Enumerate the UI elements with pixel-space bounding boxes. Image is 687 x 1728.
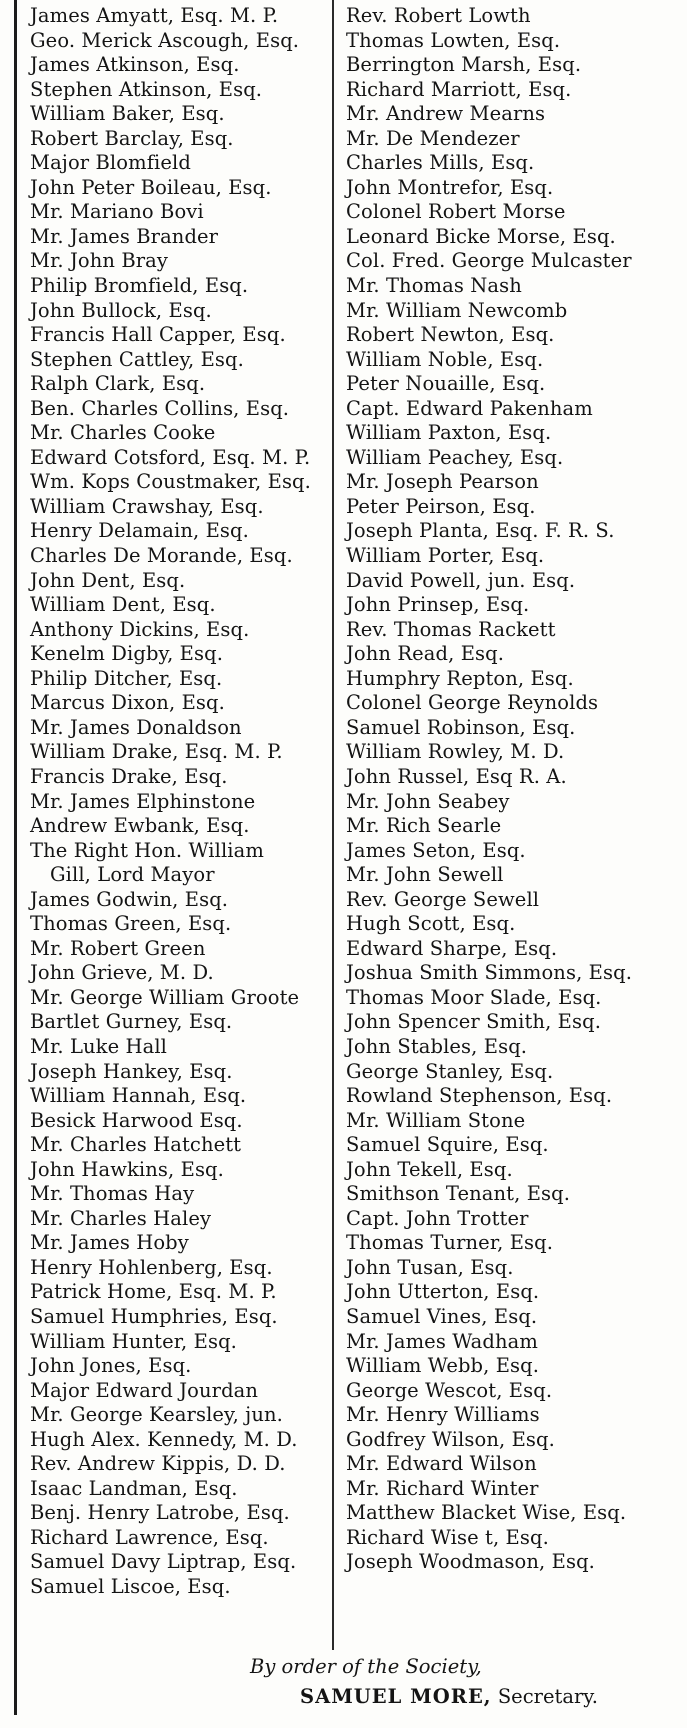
subscriber-name: Rev. Robert Lowth [346,4,531,27]
subscriber-name: Mr. Thomas Nash [346,274,522,298]
subscriber-name: John Utterton, Esq. [346,1280,540,1304]
subscriber-name: Capt. Edward Pakenham [346,396,593,420]
subscriber-name: Joseph Woodmason, Esq. [346,1550,595,1574]
subscriber-name: Andrew Ewbank, Esq. [30,814,250,838]
subscriber-name: William Hunter, Esq. [30,1329,237,1353]
subscriber-name: Philip Bromfield, Esq. [30,274,249,298]
subscriber-name: John Russel, Esq R. A. [346,764,567,788]
subscriber-name: Samuel Robinson, Esq. [346,715,576,739]
subscriber-name: Thomas Turner, Esq. [346,1231,554,1255]
subscriber-name: John Hawkins, Esq. [30,1157,224,1181]
subscriber-name: James Atkinson, Esq. [30,53,240,77]
subscriber-name: Rowland Stephenson, Esq. [346,1084,613,1108]
subscriber-name: Mr. Rich Searle [346,814,502,838]
subscriber-name: Thomas Lowten, Esq. [346,28,561,52]
subscriber-name: William Drake, Esq. M. P. [30,740,283,764]
subscriber-name: David Powell, jun. Esq. [346,568,576,592]
subscriber-name: Mr. John Sewell [346,863,504,887]
subscriber-name: Mr. James Elphinstone [30,789,256,813]
subscriber-name: William Webb, Esq. [346,1354,540,1378]
subscriber-name: Francis Drake, Esq. [30,764,228,788]
subscriber-name: William Baker, Esq. [30,102,225,126]
subscriber-name: Bartlet Gurney, Esq. [30,1010,233,1034]
subscriber-name: Anthony Dickins, Esq. [30,617,250,641]
subscriber-name: Richard Marriott, Esq. [346,77,572,101]
subscriber-name: The Right Hon. William [30,838,264,862]
subscriber-name: Hugh Scott, Esq. [346,912,516,936]
subscriber-name: Mr. Luke Hall [30,1034,168,1058]
subscriber-name: Samuel Liscoe, Esq. [30,1575,231,1598]
subscriber-name: Mr. James Hoby [30,1231,189,1255]
subscriber-name: George Wescot, Esq. [346,1378,553,1402]
subscriber-name: Mr. Henry Williams [346,1403,540,1427]
subscriber-name: John Tusan, Esq. [346,1255,514,1279]
subscriber-name: Joshua Smith Simmons, Esq. [346,961,632,985]
subscriber-name: Smithson Tenant, Esq. [346,1182,571,1206]
subscriber-name: Berrington Marsh, Esq. [346,53,582,77]
subscriber-name: Robert Barclay, Esq. [30,126,234,150]
subscriber-name: Joseph Hankey, Esq. [30,1059,233,1083]
subscriber-name: John Tekell, Esq. [346,1157,513,1181]
subscriber-name: Marcus Dixon, Esq. [30,691,225,715]
subscriber-name: Col. Fred. George Mulcaster [346,249,632,273]
subscriber-name: Mr. John Bray [30,249,169,273]
subscriber-name: George Stanley, Esq. [346,1059,554,1083]
subscriber-name: Kenelm Digby, Esq. [30,642,223,666]
subscriber-name: Richard Lawrence, Esq. [30,1525,269,1549]
subscriber-name: Charles Mills, Esq. [346,151,535,175]
subscriber-name: Gill, Lord Mayor [50,863,215,887]
subscriber-name: William Hannah, Esq. [30,1084,247,1108]
subscriber-name: Mr. John Seabey [346,789,510,813]
subscriber-name: Thomas Green, Esq. [30,912,232,936]
subscriber-name: John Spencer Smith, Esq. [346,1010,601,1034]
subscriber-name: Philip Ditcher, Esq. [30,666,223,690]
subscriber-name: John Montrefor, Esq. [346,175,554,199]
subscriber-name: Mr. James Wadham [346,1329,538,1353]
subscriber-name: Mr. Andrew Mearns [346,102,546,126]
subscriber-name: Francis Hall Capper, Esq. [30,323,286,347]
subscriber-name: Mr. Richard Winter [346,1476,539,1500]
subscriber-name: Leonard Bicke Morse, Esq. [346,224,616,248]
subscriber-name: Matthew Blacket Wise, Esq. [346,1501,627,1525]
subscriber-name: William Rowley, M. D. [346,740,565,764]
subscriber-name: Richard Wise t, Esq. [346,1525,549,1549]
subscriber-name: Godfrey Wilson, Esq. [346,1427,555,1451]
subscriber-name: Colonel Robert Morse [346,200,566,224]
subscriber-name: Mr. James Donaldson [30,715,242,739]
subscriber-name: William Paxton, Esq. [346,421,552,445]
subscriber-name: Samuel Vines, Esq. [346,1304,538,1328]
subscriber-name: Mr. James Brander [30,224,219,248]
subscriber-name: Rev. George Sewell [346,887,540,911]
subscriber-name: Mr. Mariano Bovi [30,200,204,224]
subscriber-name: Hugh Alex. Kennedy, M. D. [30,1427,298,1451]
subscriber-name: James Amyatt, Esq. M. P. [30,4,279,27]
subscriber-name: Mr. Edward Wilson [346,1452,537,1476]
subscriber-name: Henry Delamain, Esq. [30,519,249,543]
subscriber-name: Peter Peirson, Esq. [346,494,536,518]
subscriber-name: Besick Harwood Esq. [30,1108,243,1132]
subscriber-name: Stephen Cattley, Esq. [30,347,244,371]
subscriber-name: Peter Nouaille, Esq. [346,372,546,396]
subscriber-name: John Read, Esq. [346,642,505,666]
subscriber-name: William Noble, Esq. [346,347,544,371]
subscriber-name: John Dent, Esq. [30,568,186,592]
subscriber-name: Thomas Moor Slade, Esq. [346,985,602,1009]
subscriber-name: William Crawshay, Esq. [30,494,264,518]
subscriber-name: John Bullock, Esq. [30,298,212,322]
subscriber-name: James Godwin, Esq. [30,887,229,911]
subscriber-name: William Porter, Esq. [346,544,545,568]
left-name-column [30,4,330,1600]
signature-line [300,1685,598,1708]
subscriber-name: Capt. John Trotter [346,1206,529,1230]
subscriber-name: Humphry Repton, Esq. [346,666,574,690]
subscriber-name: Mr. Charles Hatchett [30,1133,242,1157]
subscriber-name: John Prinsep, Esq. [346,593,530,617]
subscriber-name: Mr. George William Groote [30,985,300,1009]
subscriber-name: John Stables, Esq. [346,1034,528,1058]
subscriber-name: Major Edward Jourdan [30,1378,259,1402]
subscriber-name: Samuel Davy Liptrap, Esq. [30,1550,297,1574]
subscriber-name: Ben. Charles Collins, Esq. [30,396,290,420]
subscriber-name: Charles De Morande, Esq. [30,544,293,568]
subscriber-name: Henry Hohlenberg, Esq. [30,1255,273,1279]
subscriber-name: Geo. Merick Ascough, Esq. [30,28,300,52]
subscriber-name: Mr. Joseph Pearson [346,470,539,494]
subscriber-name: Robert Newton, Esq. [346,323,555,347]
subscriber-name: Wm. Kops Coustmaker, Esq. [30,470,311,494]
secretary-name: SAMUEL MORE, [300,1685,492,1708]
subscriber-name: Benj. Henry Latrobe, Esq. [30,1501,290,1525]
subscriber-name: Mr. William Newcomb [346,298,568,322]
subscriber-name: Mr. William Stone [346,1108,526,1132]
subscriber-name: Samuel Humphries, Esq. [30,1304,278,1328]
subscriber-name: Major Blomfield [30,151,191,175]
subscriber-name: Patrick Home, Esq. M. P. [30,1280,277,1304]
subscriber-name: Mr. Charles Cooke [30,421,216,445]
subscriber-name: Ralph Clark, Esq. [30,372,206,396]
subscriber-name: Mr. De Mendezer [346,126,520,150]
subscriber-name: Samuel Squire, Esq. [346,1133,549,1157]
subscriber-name: John Peter Boileau, Esq. [30,175,272,199]
subscriber-name: Edward Sharpe, Esq. [346,936,558,960]
by-order-line: By order of the Society, [250,1655,482,1678]
secretary-title: Secretary. [497,1685,598,1708]
subscriber-name: Mr. George Kearsley, jun. [30,1403,283,1427]
subscriber-name: James Seton, Esq. [346,838,526,862]
subscriber-name: William Dent, Esq. [30,593,216,617]
subscriber-name: John Grieve, M. D. [30,961,214,985]
subscriber-name: Rev. Andrew Kippis, D. D. [30,1452,286,1476]
subscriber-name: John Jones, Esq. [30,1354,192,1378]
subscriber-name: Mr. Robert Green [30,936,206,960]
subscriber-name: Colonel George Reynolds [346,691,599,715]
subscriber-name: Mr. Thomas Hay [30,1182,195,1206]
subscriber-name: Joseph Planta, Esq. F. R. S. [346,519,615,543]
right-name-column [346,4,681,1575]
subscriber-name: Rev. Thomas Rackett [346,617,556,641]
column-divider-rule [332,0,334,1650]
subscriber-name: Mr. Charles Haley [30,1206,212,1230]
subscriber-name: William Peachey, Esq. [346,445,564,469]
subscriber-name: Stephen Atkinson, Esq. [30,77,263,101]
subscriber-name: Isaac Landman, Esq. [30,1476,238,1500]
left-margin-rule [14,0,17,1715]
subscriber-name: Edward Cotsford, Esq. M. P. [30,445,311,469]
